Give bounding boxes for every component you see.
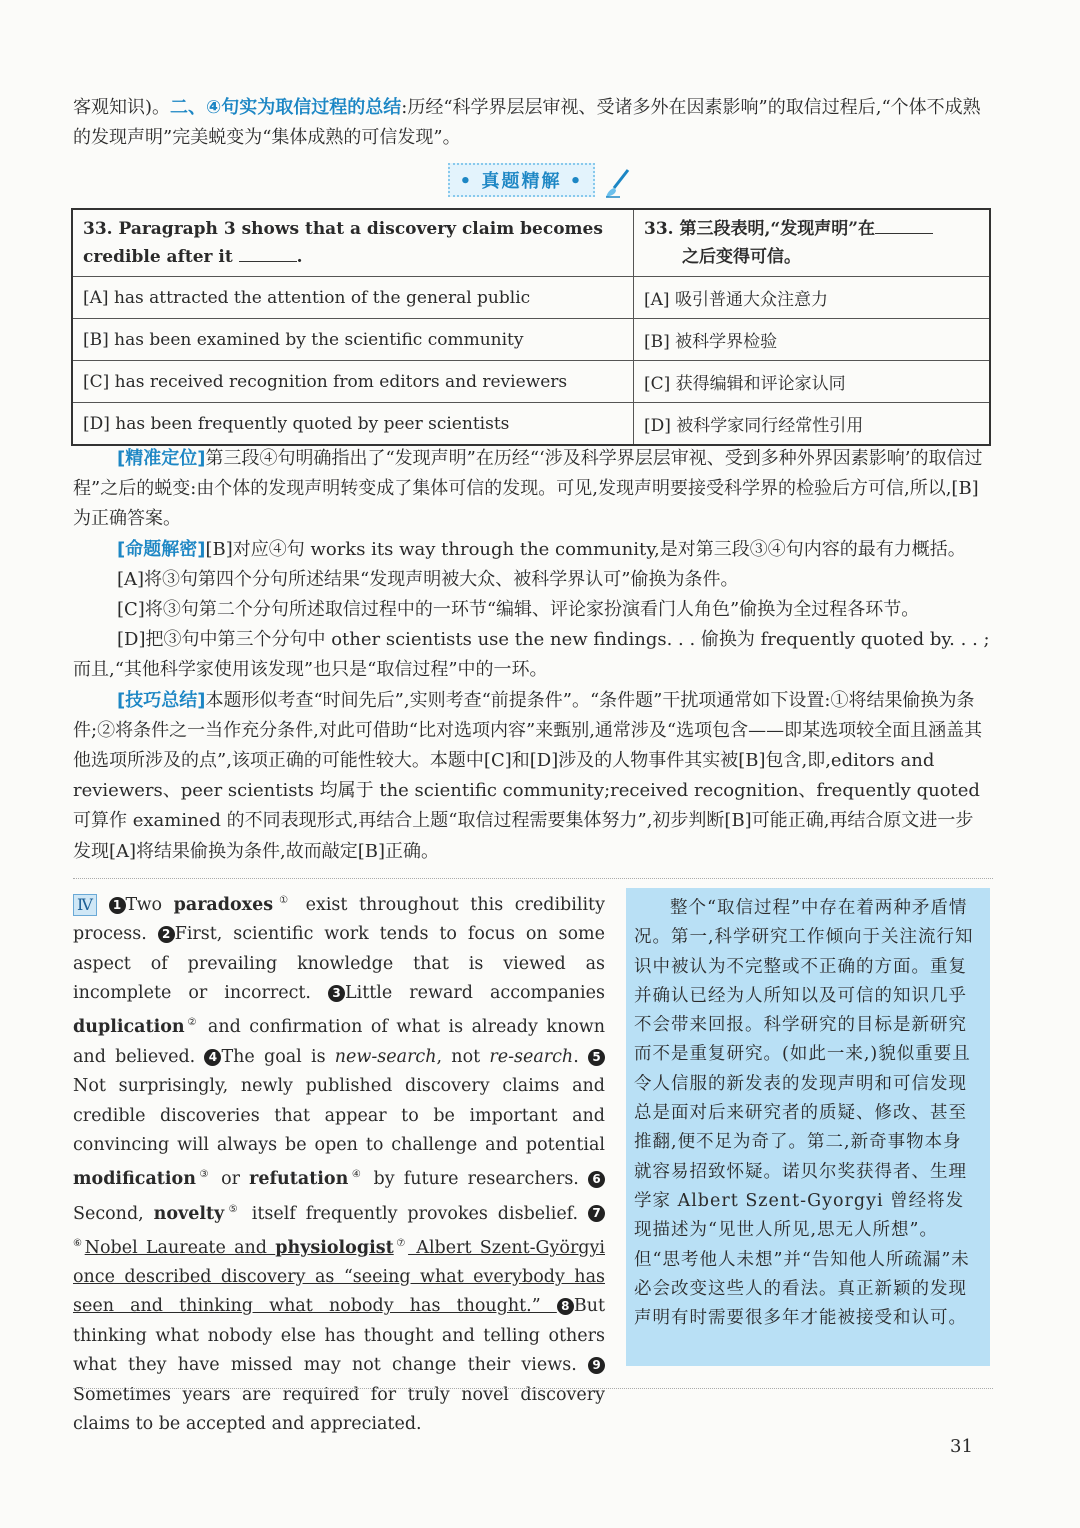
vocab-physiologist: physiologist [275,1237,394,1258]
sentence-8: But thinking what nobody else has thought and telling others what they have missed may not change their views. [73,1296,605,1376]
sentence-4c: , not [436,1046,490,1067]
sentence-2: First, scientific work tends to focus on some aspect of prevailing knowledge that is viewed as incomplete or incorrect. [73,924,605,1004]
sentence-number-3: 3 [328,985,345,1002]
intro-paragraph [73,93,991,153]
option-row-d [72,403,990,446]
decode-line-d: [D]把③句中第三个分句中 other scientists use the new findings. . . 偷换为 frequently quoted by. . . ;而且,“其他科学家使用该发现”也只是“取信过程”中的一环。 [73,629,990,681]
term-re-search: re-search [489,1046,574,1067]
answer-blank [239,247,297,262]
sentence-number-7: 7 [588,1205,605,1222]
footnote-5: ⑤ [224,1203,242,1215]
sentence-1c: exist throughout this credibility process. [73,894,605,945]
skill-paragraph [73,686,991,867]
option-d-en: [D] has been frequently quoted by peer scientists [72,403,634,446]
vocab-duplication: duplication [73,1017,185,1038]
page-number: 31 [950,1436,973,1457]
intro-text-2: :历经“科学界层层审视、受诸多外在因素影响”的取信过程后,“个体不成熟的发现声明”完美蜕变为“集体成熟的可信发现”。 [73,97,981,148]
vocab-novelty: novelty [153,1203,225,1224]
sentence-9: Sometimes years are required for truly novel discovery claims to be accepted and appreciated. [73,1384,605,1435]
sentence-number-5: 5 [588,1049,605,1066]
sentence-5c: or [212,1169,250,1190]
sentence-1a: Two [125,894,174,915]
locate-label: [精准定位] [117,448,206,469]
intro-text-1: 客观知识)。 [73,97,171,118]
paragraph-number-badge: Ⅳ [73,894,97,916]
translation-text: 整个“取信过程”中存在着两种矛盾情况。第一,科学研究工作倾向于关注流行知识中被认为不完整或不正确的方面。重复并确认已经为人所知以及可信的知识几乎不会带来回报。科学研究的目标是新研究而不是重复研究。(如此一来,)貌似重要且令人信服的新发表的发现声明和可信发现总是面对后来研究者的质疑、修改、甚至推翻,便不足为奇了。第二,新奇事物本身就容易招致怀疑。诺贝尔奖获得者、生理学家 Albert Szent-Gyorgyi 曾经将发现描述为“见世人所见,思无人所想”。但“思考他人未想”并“告知他人所疏漏”未必会改变这些人的看法。真正新颖的发现声明有时需要很多年才能被接受和认可。 [634,898,974,1329]
sentence-number-1: 1 [109,897,126,914]
sentence-7a: Nobel Laureate and [84,1237,276,1258]
sentence-number-4: 4 [204,1049,221,1066]
vocab-refutation: refutation [249,1169,349,1190]
term-new-search: new-search [334,1046,437,1067]
sentence-6a: Second, [73,1203,154,1224]
analysis-section [73,444,991,867]
locate-text: 第三段④句明确指出了“发现声明”在历经“‘涉及科学界层层审视、受到多种外界因素影响’的取信过程”之后的蜕变:由个体的发现声明转变成了集体可信的发现。可见,发现声明要接受科学界的检验后方可信,所以,[B]为正确答案。 [73,448,983,530]
footnote-2: ② [184,1017,200,1029]
sentence-7c: Albert Szent-Györgyi once described discovery as “seeing what everybody has seen and thinking what nobody has thought.” [73,1237,605,1317]
stem-zh-end: 之后变得可信。 [682,247,801,267]
decode-text: [B]对应④句 works its way through the community,是对第三段③④句内容的最有力概括。 [205,538,966,560]
option-row-a [72,277,990,319]
decode-line-a: [A]将③句第四个分句所述结果“发现声明被大众、被科学界认可”偷换为条件。 [117,568,739,590]
sentence-3c: and confirmation of what is already known and believed. [73,1017,605,1067]
option-a-en: [A] has attracted the attention of the general public [72,277,634,319]
option-row-c [72,361,990,403]
vocab-paradoxes: paradoxes [173,894,274,915]
decode-paragraph [73,535,991,565]
sentence-number-6: 6 [588,1171,605,1188]
sentence-5e: by future researchers. [364,1169,588,1190]
passage-english [73,886,605,1439]
option-row-b [72,319,990,361]
question-stem-en [72,209,634,277]
sentence-3a: Little reward accompanies [345,983,605,1004]
option-c-zh: [C] 获得编辑和评论家认同 [634,361,991,403]
question-stem-row [72,209,990,277]
option-c-en: [C] has received recognition from editors and reviewers [72,361,634,403]
passage-paragraph [73,886,605,1439]
vocab-modification: modification [73,1169,196,1190]
footnote-1: ① [273,895,295,906]
sentence-number-9: 9 [588,1357,605,1374]
section-title-label: • 真题精解 • [448,163,596,197]
divider-top [73,878,993,879]
stem-zh-text: 33. 第三段表明,“发现声明”在 [644,219,875,239]
stem-en-end: . [296,247,303,267]
intro-highlight: 二、④句实为取信过程的总结 [170,97,402,118]
option-b-en: [B] has been examined by the scientific community [72,319,634,361]
question-table [71,208,991,446]
decode-label: [命题解密] [117,538,206,560]
translation-box [626,888,990,1366]
sentence-4e: . [573,1046,588,1067]
divider-bottom [73,1388,993,1389]
skill-label: [技巧总结] [117,689,206,711]
answer-blank-zh [875,219,933,234]
locate-paragraph [73,444,991,535]
decode-line-c: [C]将③句第二个分句所述取信过程中的一环节“编辑、评论家扮演看门人角色”偷换为全过程各环节。 [117,599,920,621]
question-stem-zh [634,209,991,277]
option-a-zh: [A] 吸引普通大众注意力 [634,277,991,319]
sentence-4a: The goal is [221,1046,335,1067]
footnote-3: ③ [195,1169,213,1181]
sentence-6c: itself frequently provokes disbelief. [241,1203,588,1224]
sentence-number-2: 2 [158,926,175,943]
section-title [0,163,1080,198]
footnote-4: ④ [348,1169,365,1181]
sentence-5a: Not surprisingly, newly published discovery claims and credible discoveries that appear to be important and convincing will always be open to challenge and potential [73,1076,605,1155]
footnote-7: ⑦ [393,1237,409,1249]
sentence-number-8: 8 [557,1298,574,1315]
brush-icon [604,168,632,198]
stem-en-text: 33. Paragraph 3 shows that a discovery claim becomes credible after it [83,219,603,267]
skill-text: 本题形似考查“时间先后”,实则考查“前提条件”。“条件题”干扰项通常如下设置:①将结果偷换为条件;②将条件之一当作充分条件,对此可借助“比对选项内容”来甄别,通常涉及“选项包含——即某选项较全面且涵盖其他选项所涉及的点”,该项正确的可能性较大。本题中[C]和[D]涉及的人物事件其实被[B]包含,即,editors and reviewers、peer scientists 均属于 the scientific community;received recognition、frequently quoted 可算作 examined 的不同表现形式,再结合上题“取信过程需要集体努力”,初步判断[B]可能正确,再结合原文进一步发现[A]将结果偷换为条件,故而敲定[B]正确。 [73,689,983,862]
option-d-zh: [D] 被科学家同行经常性引用 [634,403,991,446]
option-b-zh: [B] 被科学界检验 [634,319,991,361]
footnote-6: ⑥ [73,1237,85,1249]
